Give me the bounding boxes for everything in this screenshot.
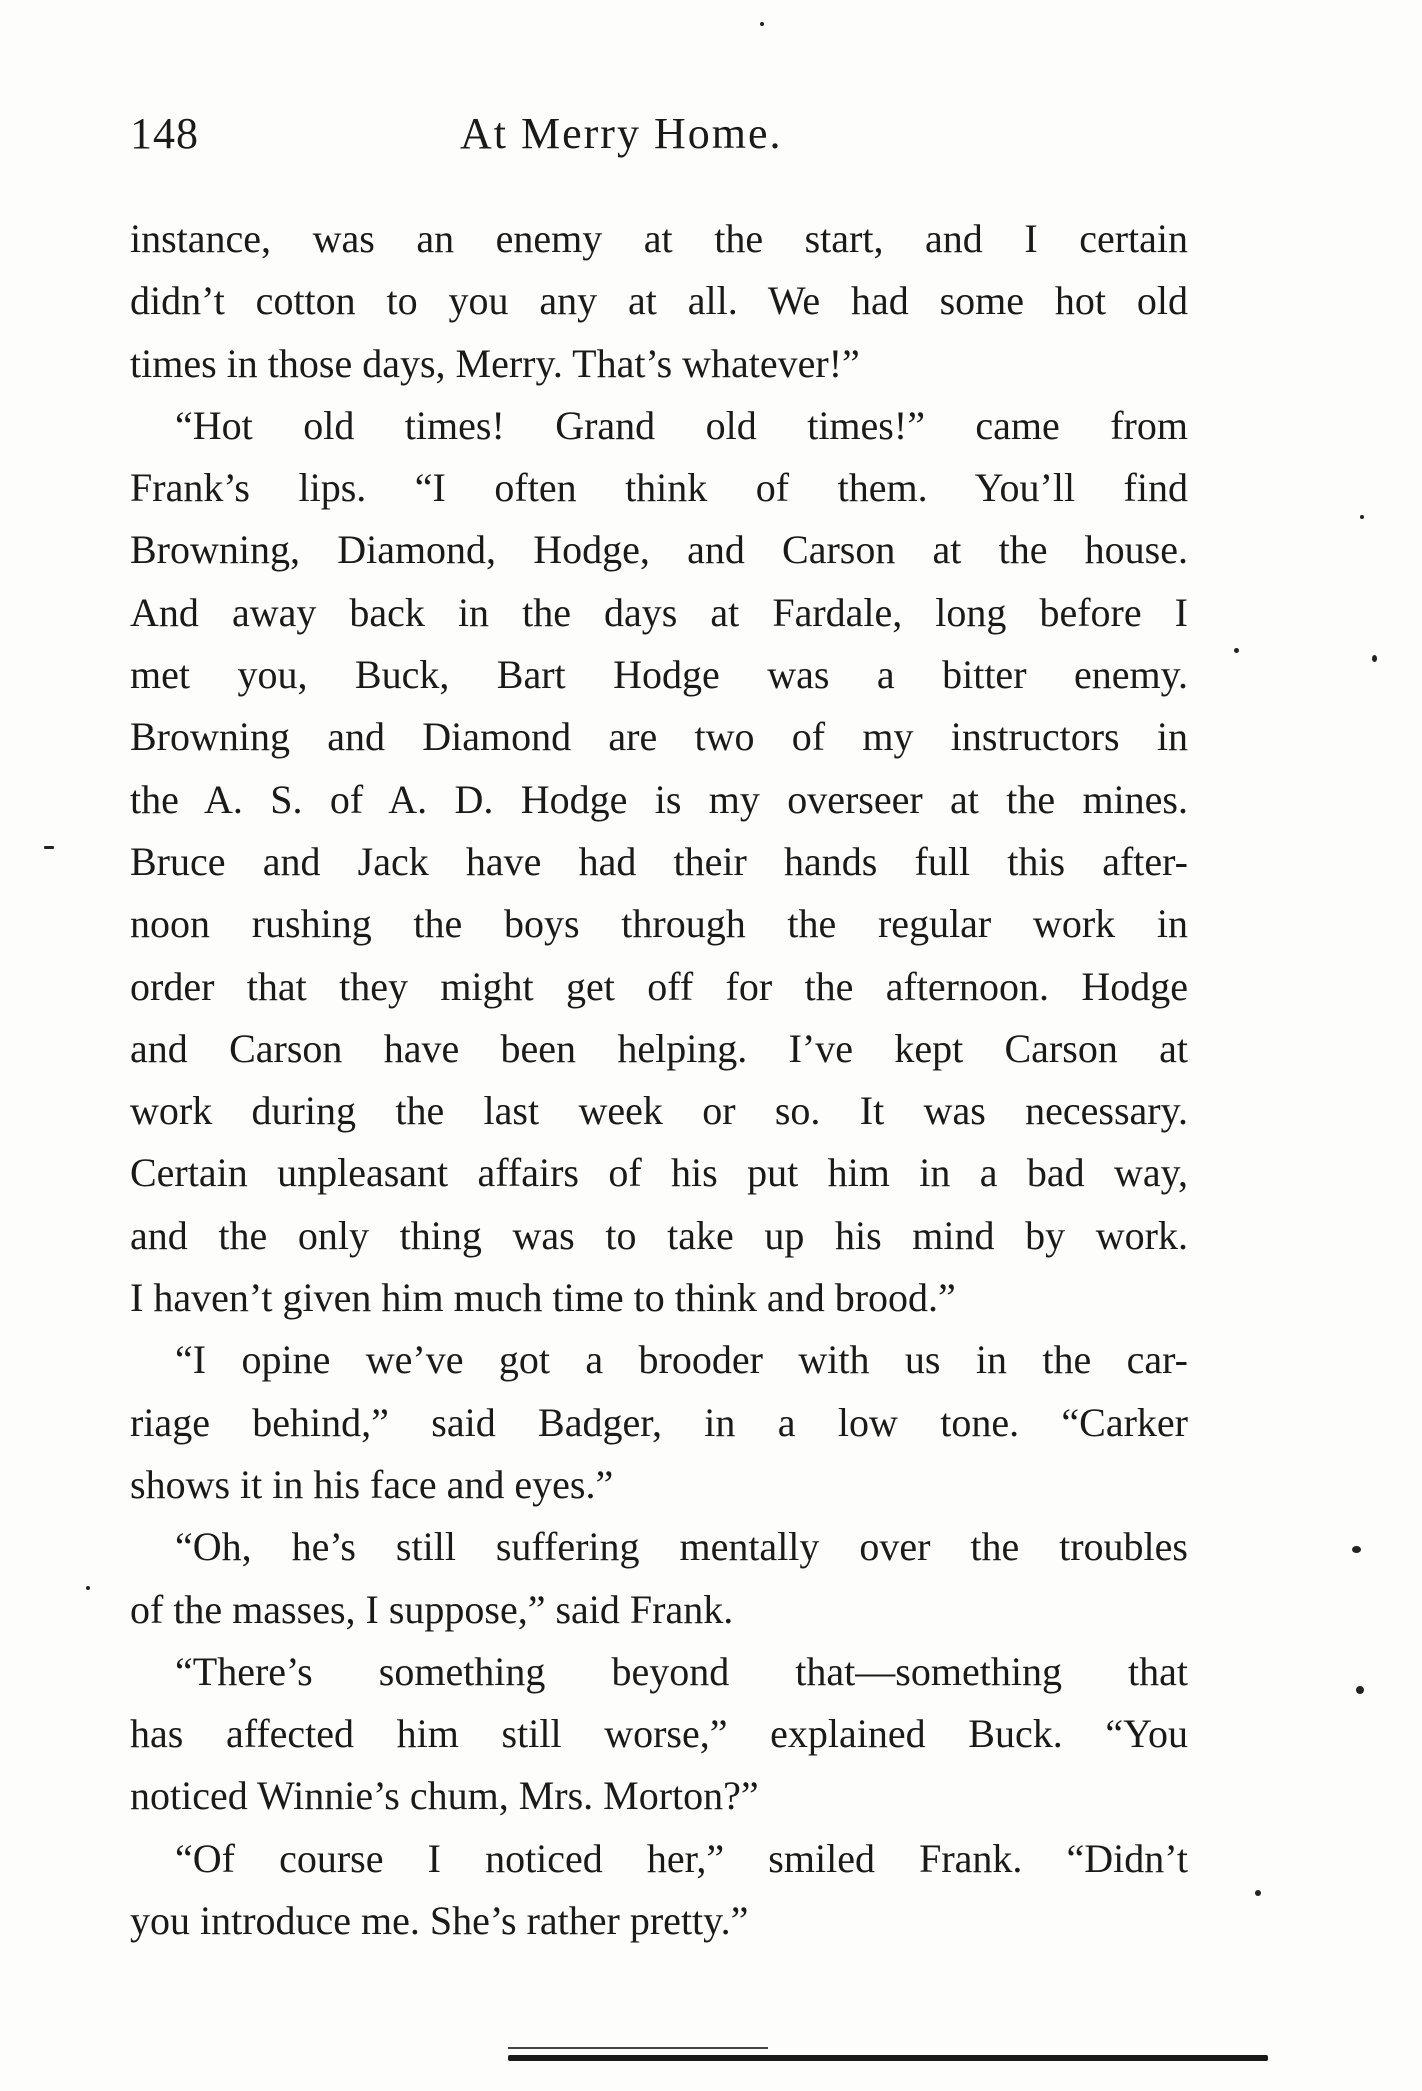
text-line: and Carson have been helping. I’ve kept Carson at [130,1025,1188,1071]
text-line: met you, Buck, Bart Hodge was a bitter enemy. [130,652,1188,698]
ink-speck [1234,648,1239,653]
text-line: of the masses, I suppose,” said Frank. [130,1586,734,1632]
text-line: And away back in the days at Fardale, long before I [130,589,1188,635]
page-number: 148 [130,109,199,158]
ink-speck [1360,515,1364,519]
ink-speck [1372,655,1377,662]
text-line: the A. S. of A. D. Hodge is my overseer at the mines. [130,776,1188,822]
page-header [130,108,1190,168]
text-line: noticed Winnie’s chum, Mrs. Morton?” [130,1773,759,1819]
running-title: At Merry Home. [460,109,783,158]
text-line: Frank’s lips. “I often think of them. You’ll find [130,465,1188,511]
text-line: Bruce and Jack have had their hands full this after- [130,838,1188,884]
text-line: you introduce me. She’s rather pretty.” [130,1898,749,1944]
text-line: instance, was an enemy at the start, and I certain [130,216,1188,261]
bottom-rule [508,2055,1268,2061]
ink-speck [86,1586,90,1590]
text-line: “There’s something beyond that—something that [175,1648,1188,1694]
text-line: noon rushing the boys through the regular work in [130,901,1188,947]
bottom-rule-thin [508,2047,768,2049]
body-text [130,208,1188,1952]
text-line: Certain unpleasant affairs of his put him in a bad way, [130,1150,1188,1196]
text-line: “Hot old times! Grand old times!” came from [175,402,1188,448]
text-line: “I opine we’ve got a brooder with us in the car- [175,1337,1188,1383]
text-line: Browning and Diamond are two of my instructors in [130,714,1188,760]
text-line: riage behind,” said Badger, in a low tone. “Carker [130,1399,1188,1445]
text-line: and the only thing was to take up his mind by work. [130,1212,1188,1258]
text-line: times in those days, Merry. That’s whatever!” [130,340,860,386]
ink-speck [1352,1546,1361,1553]
text-line: “Of course I noticed her,” smiled Frank. “Didn’t [175,1835,1188,1881]
ink-speck [760,22,764,26]
text-line: didn’t cotton to you any at all. We had some hot old [130,278,1188,324]
ink-speck [1356,1686,1364,1694]
text-line: Browning, Diamond, Hodge, and Carson at the house. [130,527,1188,573]
text-line: I haven’t given him much time to think and brood.” [130,1275,956,1321]
ink-speck [44,846,54,849]
ink-speck [1255,1890,1261,1896]
text-line: has affected him still worse,” explained Buck. “You [130,1711,1188,1757]
text-line: “Oh, he’s still suffering mentally over the troubles [175,1524,1188,1570]
text-line: shows it in his face and eyes.” [130,1461,614,1507]
text-line: work during the last week or so. It was necessary. [130,1088,1188,1134]
text-line: order that they might get off for the afternoon. Hodge [130,963,1188,1009]
